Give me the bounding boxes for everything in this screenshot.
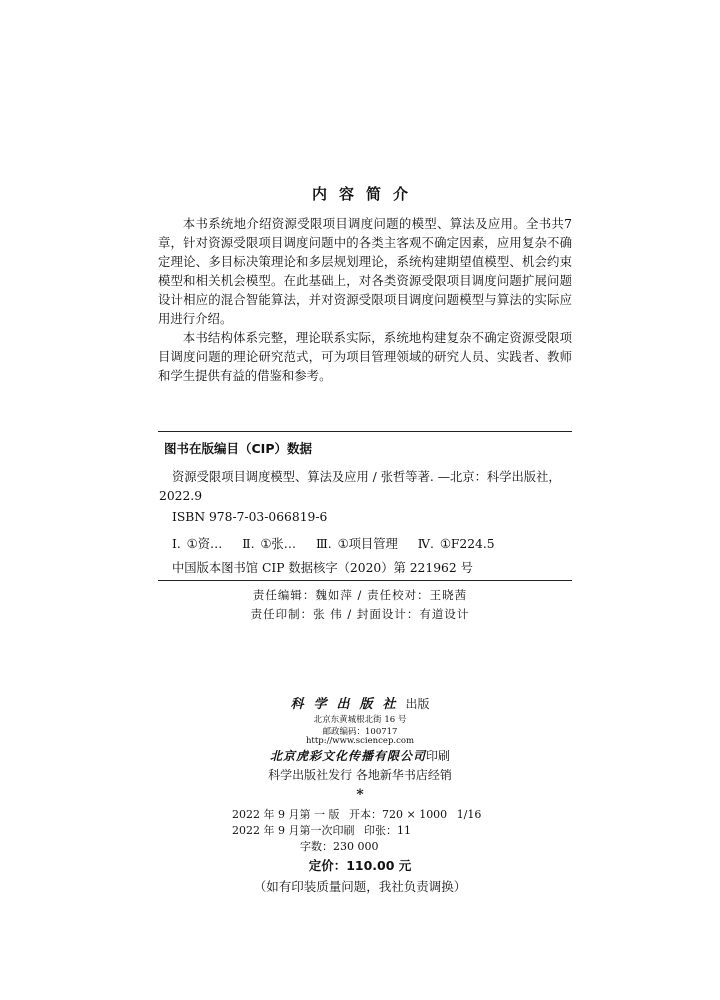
format-text: 开本：720 × 1000 <box>348 808 448 821</box>
summary-title: 内容简介 <box>311 185 420 203</box>
distribution-line: 科学出版社发行 各地新华书店经销 <box>268 768 452 782</box>
publisher-line <box>0 693 720 712</box>
cip-class-item: Ⅰ. ①资… <box>172 537 223 551</box>
word-count: 字数：230 000 <box>300 840 379 853</box>
cip-entry-line: 2022.9 <box>159 489 203 503</box>
publisher-website: http://www.sciencep.com <box>305 736 415 746</box>
publisher-name: 科学出版社 <box>290 697 406 712</box>
publisher-postcode: 邮政编码：100717 <box>322 727 398 737</box>
cip-heading: 图书在版编目（CIP）数据 <box>164 441 312 456</box>
edition-text: 2022 年 9 月第 一 版 <box>232 808 340 821</box>
cip-classification <box>172 534 509 552</box>
cip-entry-line: 资源受限项目调度模型、算法及应用 / 张哲等著. —北京：科学出版社， <box>172 470 561 484</box>
summary-paragraph: 本书系统地介绍资源受限项目调度问题的模型、算法及应用。全书共7章，针对资源受限项目调度问题中的各类主客观不确定因素，应用复杂不确定理论、多目标决策理论和多层规划理论，系统构建期望值模型、机会约束模型和相关机会模型。在此基础上，对各类资源受限项目调度问题扩展问题设计相应的混合智能算法，并对资源受限项目调度问题模型与算法的实际应用进行介绍。 <box>158 216 572 326</box>
quality-notice: （如有印装质量问题，我社负责调换） <box>253 879 467 894</box>
cip-class-item: Ⅲ. ①项目管理 <box>315 537 398 551</box>
publisher-suffix: 出版 <box>405 697 430 711</box>
credits-editors: 责任编辑：魏如萍 / 责任校对：王晓茜 <box>252 588 468 602</box>
separator-star: * <box>356 787 364 803</box>
printing-text: 2022 年 9 月第一次印刷 <box>232 824 355 837</box>
edition-line-1 <box>232 806 487 822</box>
cip-class-item: Ⅳ. ①F224.5 <box>417 537 495 551</box>
printer-suffix: 印刷 <box>426 749 451 763</box>
cip-entry <box>159 468 572 506</box>
price: 定价：110.00 元 <box>308 858 412 873</box>
cip-class-item: Ⅱ. ①张… <box>242 537 297 551</box>
format-size: 1/16 <box>456 808 482 821</box>
sheets-text: 印张：11 <box>363 824 411 837</box>
cip-top-rule <box>158 431 572 432</box>
publisher-address: 北京东黄城根北街 16 号 <box>313 715 407 725</box>
printer-line <box>0 747 720 764</box>
credits-production: 责任印制：张 伟 / 封面设计：有道设计 <box>250 607 470 621</box>
summary-body <box>158 214 572 385</box>
printer-name: 北京虎彩文化传播有限公司 <box>269 749 426 763</box>
cip-isbn: ISBN 978-7-03-066819-6 <box>172 510 328 524</box>
summary-paragraph: 本书结构体系完整，理论联系实际，系统地构建复杂不确定资源受限项目调度问题的理论研究范式，可为项目管理领域的研究人员、实践者、教师和学生提供有益的借鉴和参考。 <box>158 330 572 383</box>
cip-bottom-rule <box>158 580 572 581</box>
cip-number: 中国版本图书馆 CIP 数据核字（2020）第 221962 号 <box>172 561 473 575</box>
edition-line-2 <box>232 822 417 838</box>
